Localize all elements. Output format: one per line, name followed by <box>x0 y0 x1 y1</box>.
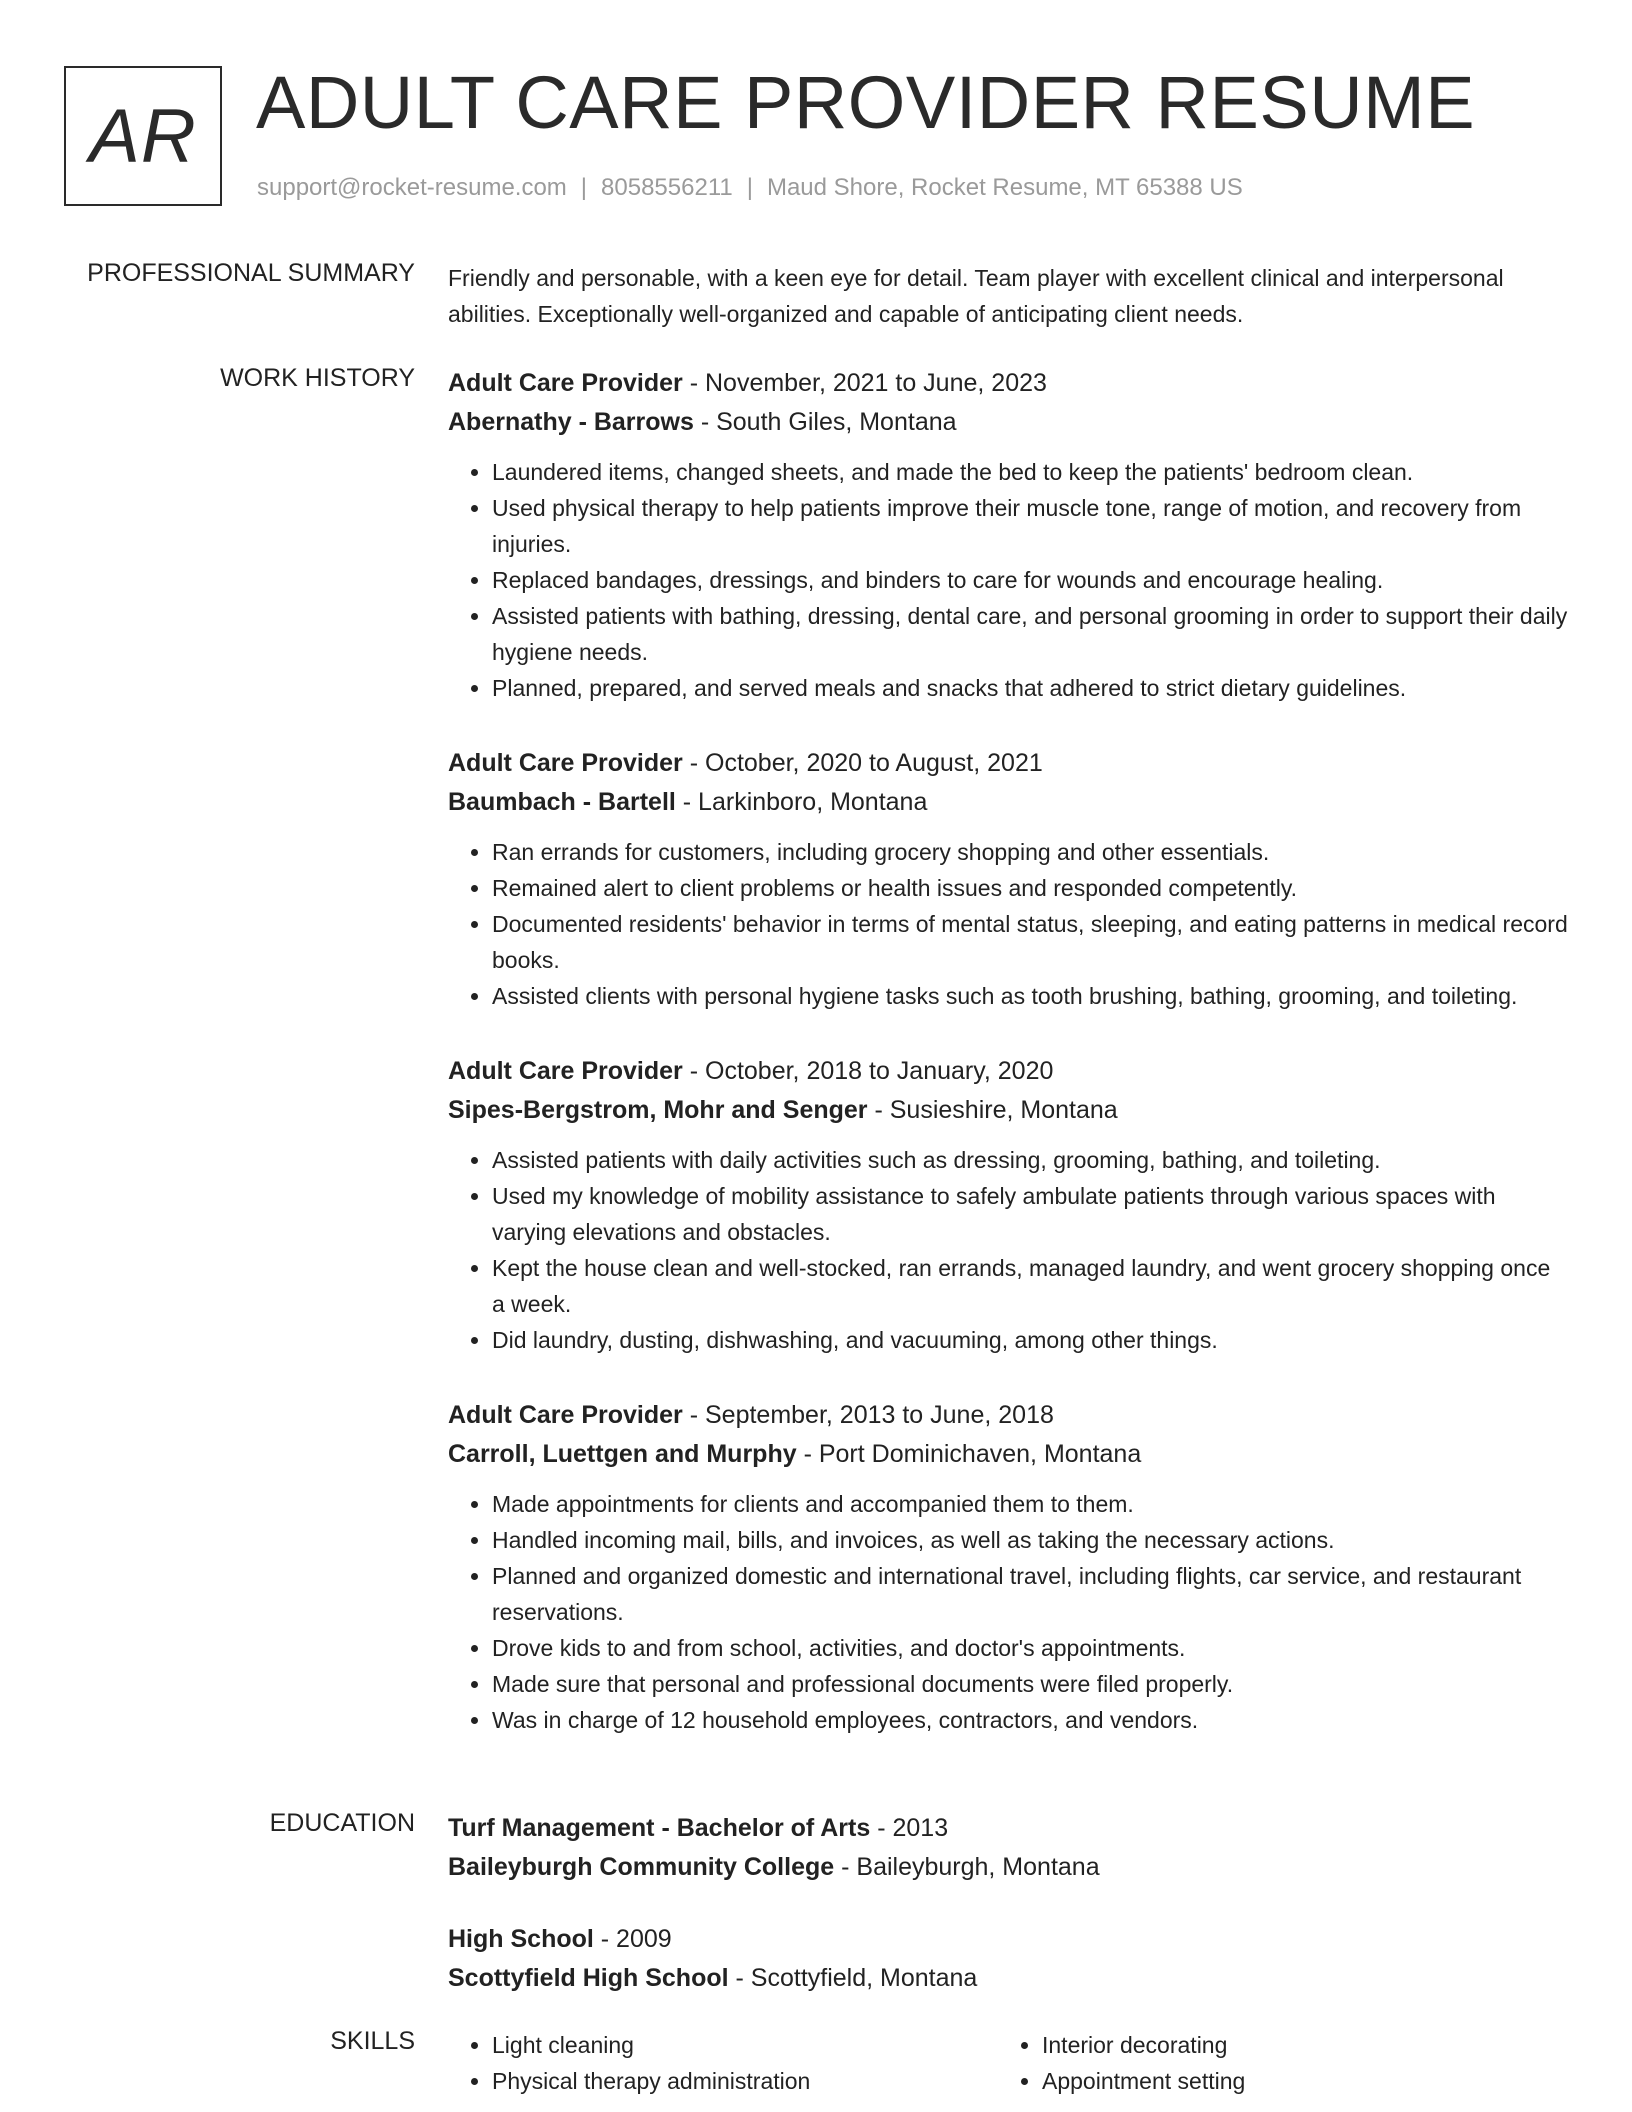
job-bullet: • Ran errands for customers, including grocery shopping and other essentials. <box>492 834 1568 870</box>
education-degree: Turf Management - Bachelor of Arts <box>448 1814 871 1842</box>
job-bullet: • Drove kids to and from school, activities, and doctor's appointments. <box>492 1630 1568 1666</box>
education-school: Scottyfield High School <box>448 1964 729 1992</box>
job-title: Adult Care Provider <box>448 1401 683 1429</box>
job-location: - Port Dominichaven, Montana <box>796 1440 1142 1468</box>
contact-address: Maud Shore, Rocket Resume, MT 65388 US <box>766 174 1243 201</box>
job-title-line <box>448 1396 1568 1435</box>
education-entry <box>448 1920 1568 1998</box>
contact-separator: | <box>580 174 588 201</box>
skills-grid <box>448 2027 1568 2099</box>
work-history-label: WORK HISTORY <box>220 364 415 392</box>
education-list <box>448 1809 1568 2031</box>
job-bullet: • Documented residents' behavior in terms of mental status, sleeping, and eating patterns in medical record books. <box>492 906 1568 978</box>
job-location: - Larkinboro, Montana <box>675 788 928 816</box>
contact-line <box>257 174 1243 202</box>
job-company: Baumbach - Bartell <box>448 788 676 816</box>
skill-item: • Interior decorating <box>1042 2027 1548 2063</box>
job-bullet: • Made sure that personal and professional documents were filed properly. <box>492 1666 1568 1702</box>
education-school: Baileyburgh Community College <box>448 1853 835 1881</box>
education-year: - 2013 <box>870 1814 949 1842</box>
job-company-line <box>448 783 1568 822</box>
summary-text: Friendly and personable, with a keen eye for detail. Team player with excellent clinical and interpersonal abilities. Exceptionally well-organized and capable of anticipating client needs. <box>448 265 1504 327</box>
job-title-line <box>448 1052 1568 1091</box>
job-bullet: • Kept the house clean and well-stocked, ran errands, managed laundry, and went grocery shopping once a week. <box>492 1250 1568 1322</box>
job-bullet: • Remained alert to client problems or health issues and responded competently. <box>492 870 1568 906</box>
job-dates: - October, 2018 to January, 2020 <box>682 1057 1054 1085</box>
job-bullets <box>448 1486 1568 1738</box>
job-bullet: • Assisted patients with bathing, dressing, dental care, and personal grooming in order to support their daily hygiene needs. <box>492 598 1568 670</box>
job-company: Abernathy - Barrows <box>448 408 694 436</box>
education-location: - Scottyfield, Montana <box>728 1964 978 1992</box>
job-dates: - September, 2013 to June, 2018 <box>682 1401 1054 1429</box>
job-title: Adult Care Provider <box>448 749 683 777</box>
job-entry <box>448 1396 1568 1738</box>
job-bullets <box>448 834 1568 1014</box>
contact-email: support@rocket-resume.com <box>257 174 567 201</box>
job-bullet: • Handled incoming mail, bills, and invoices, as well as taking the necessary actions. <box>492 1522 1568 1558</box>
job-bullet: • Assisted clients with personal hygiene tasks such as tooth brushing, bathing, grooming, and toileting. <box>492 978 1568 1014</box>
job-entry <box>448 1052 1568 1358</box>
job-bullet: • Used physical therapy to help patients improve their muscle tone, range of motion, and recovery from injuries. <box>492 490 1568 562</box>
education-label: EDUCATION <box>269 1809 415 1837</box>
job-bullets <box>448 1142 1568 1358</box>
skill-item: • Physical therapy administration <box>492 2063 998 2099</box>
education-year: - 2009 <box>593 1925 672 1953</box>
skills-column-right <box>998 2027 1548 2099</box>
job-dates: - October, 2020 to August, 2021 <box>682 749 1043 777</box>
job-entry <box>448 364 1568 706</box>
job-bullet: • Replaced bandages, dressings, and binders to care for wounds and encourage healing. <box>492 562 1568 598</box>
job-list <box>448 364 1568 1776</box>
job-company-line <box>448 403 1568 442</box>
job-bullet: • Assisted patients with daily activities such as dressing, grooming, bathing, and toileting. <box>492 1142 1568 1178</box>
job-bullet: • Laundered items, changed sheets, and made the bed to keep the patients' bedroom clean. <box>492 454 1568 490</box>
job-company-line <box>448 1091 1568 1130</box>
education-entry <box>448 1809 1568 1887</box>
job-company: Carroll, Luettgen and Murphy <box>448 1440 797 1468</box>
job-bullet: • Planned, prepared, and served meals and snacks that adhered to strict dietary guidelines. <box>492 670 1568 706</box>
job-dates: - November, 2021 to June, 2023 <box>682 369 1047 397</box>
skill-item: • Appointment setting <box>1042 2063 1548 2099</box>
job-entry <box>448 744 1568 1014</box>
job-bullet: • Used my knowledge of mobility assistance to safely ambulate patients through various spaces with varying elevations and obstacles. <box>492 1178 1568 1250</box>
job-bullets <box>448 454 1568 706</box>
contact-phone: 8058556211 <box>601 174 733 201</box>
job-title: Adult Care Provider <box>448 369 683 397</box>
skills-label: SKILLS <box>330 2027 415 2055</box>
skills-column-left <box>448 2027 998 2099</box>
job-bullet: • Did laundry, dusting, dishwashing, and vacuuming, among other things. <box>492 1322 1568 1358</box>
education-degree: High School <box>448 1925 594 1953</box>
job-company-line <box>448 1435 1568 1474</box>
job-bullet: • Made appointments for clients and accompanied them to them. <box>492 1486 1568 1522</box>
education-location: - Baileyburgh, Montana <box>834 1853 1100 1881</box>
job-location: - South Giles, Montana <box>693 408 957 436</box>
contact-separator: | <box>746 174 753 201</box>
skill-item: • Light cleaning <box>492 2027 998 2063</box>
resume-title: ADULT CARE PROVIDER RESUME <box>256 61 1476 144</box>
summary-label: PROFESSIONAL SUMMARY <box>87 259 415 287</box>
job-bullet: • Was in charge of 12 household employees, contractors, and vendors. <box>492 1702 1568 1738</box>
monogram-logo: AR <box>64 66 222 206</box>
job-title-line <box>448 744 1568 783</box>
job-location: - Susieshire, Montana <box>867 1096 1118 1124</box>
job-title-line <box>448 364 1568 403</box>
job-bullet: • Planned and organized domestic and international travel, including flights, car service, and restaurant reservations. <box>492 1558 1568 1630</box>
job-title: Adult Care Provider <box>448 1057 683 1085</box>
job-company: Sipes-Bergstrom, Mohr and Senger <box>448 1096 868 1124</box>
